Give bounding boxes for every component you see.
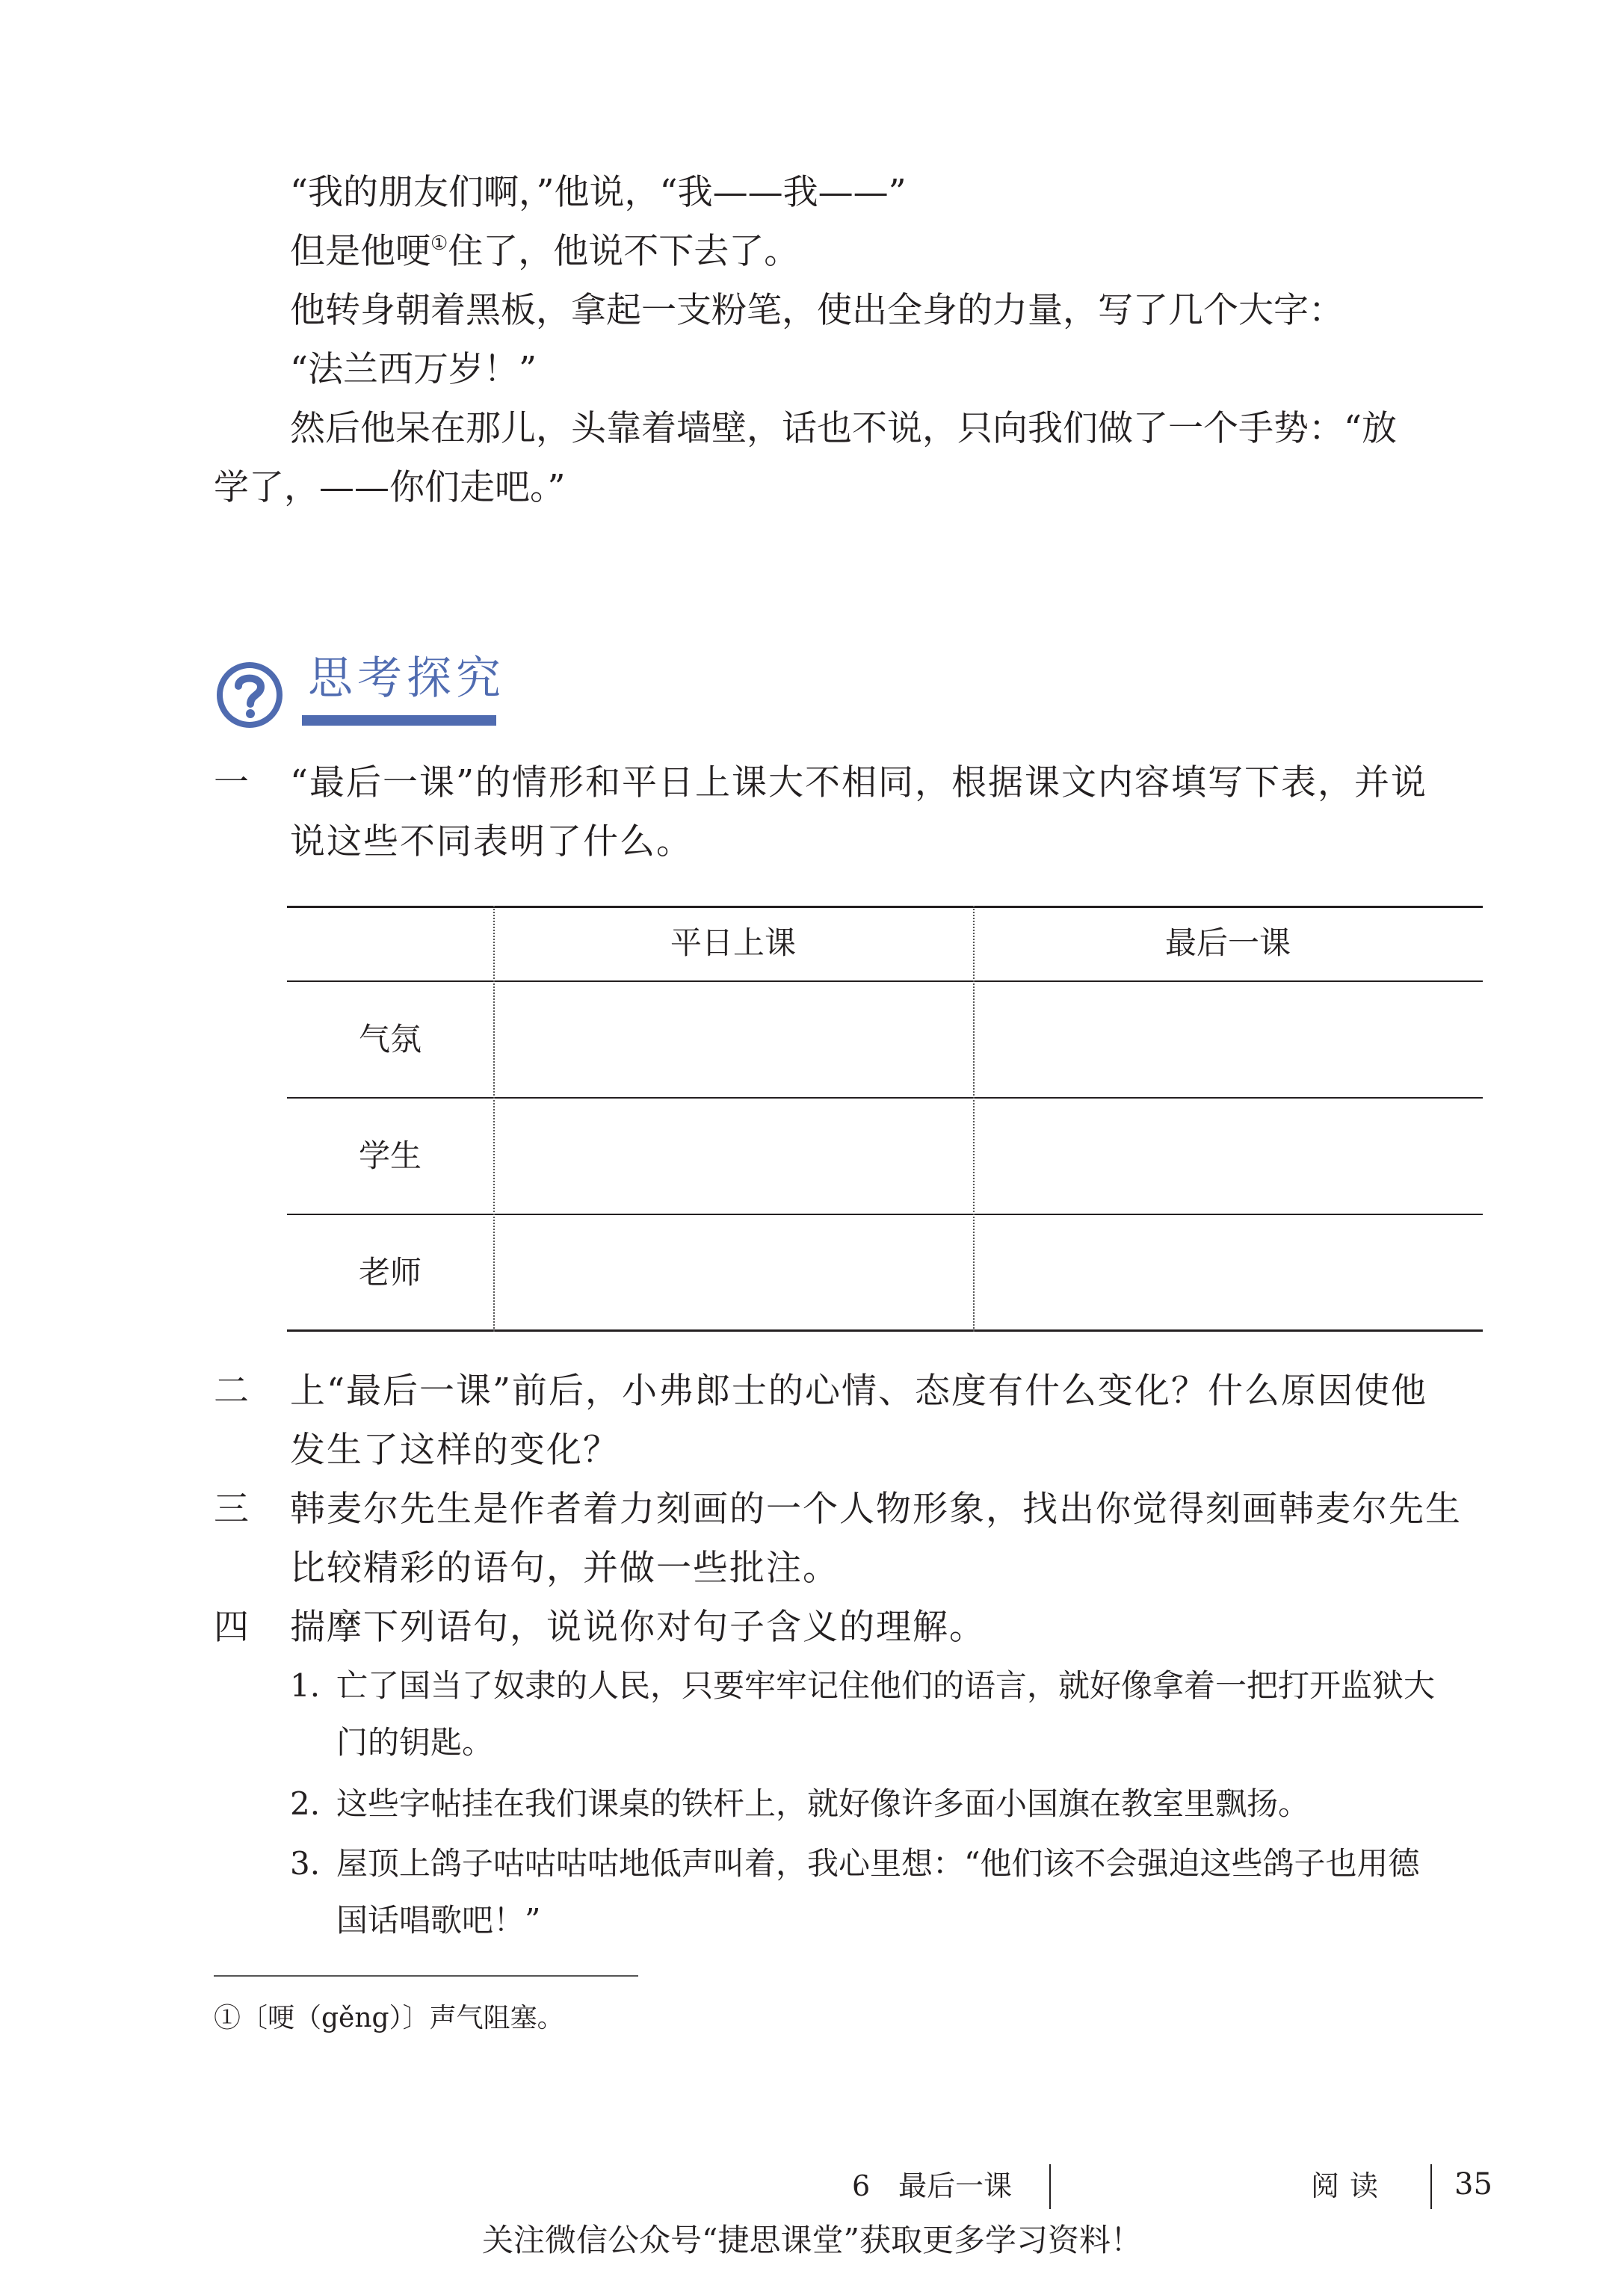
question-1-line-2: 说这些不同表明了什么。 [290, 821, 693, 862]
passage-line-3: 他转身朝着黑板，拿起一支粉笔，使出全身的力量，写了几个大字： [290, 290, 1344, 331]
passage-line-4: “法兰西万岁！” [290, 349, 537, 390]
sentence-3-number: 3. [290, 1845, 321, 1882]
passage-line-6: 学了，——你们走吧。” [214, 467, 566, 508]
comparison-table [287, 906, 1483, 1332]
sentence-3-line-2: 国话唱歌吧！” [336, 1902, 541, 1939]
sentence-1-line-1: 亡了国当了奴隶的人民，只要牢牢记住他们的语言，就好像拿着一把打开监狱大 [336, 1667, 1436, 1704]
footer-divider [1430, 2164, 1432, 2209]
sentence-1-line-2: 门的钥匙。 [336, 1724, 494, 1761]
question-icon [214, 659, 285, 731]
section-title: 思考探究 [308, 652, 505, 705]
table-header-regular-class: 平日上课 [670, 924, 796, 961]
footer-chapter: 6 最后一课 [852, 2169, 1013, 2202]
sentence-2-line-1: 这些字帖挂在我们课桌的铁杆上，就好像许多面小国旗在教室里飘扬。 [336, 1785, 1310, 1822]
question-3-number: 三 [214, 1489, 249, 1530]
passage-line-1: “我的朋友们啊，”他说，“我——我——” [290, 172, 907, 213]
question-4-line-1: 揣摩下列语句，说说你对句子含义的理解。 [290, 1607, 986, 1648]
promo-banner: 关注微信公众号“捷思课堂”获取更多学习资料！ [482, 2222, 1142, 2258]
footnote-marker: ① [430, 232, 448, 255]
passage-line-2-after: 住了，他说不下去了。 [448, 231, 800, 272]
footer-section: 阅读 [1311, 2169, 1389, 2202]
footnote: ①〔哽（gěng）〕声气阻塞。 [214, 2003, 564, 2033]
question-1-number: 一 [214, 762, 249, 803]
sentence-2-number: 2. [290, 1785, 321, 1822]
question-2-line-2: 发生了这样的变化？ [290, 1430, 620, 1471]
passage-line-2-before: 但是他哽 [290, 231, 430, 272]
question-4-number: 四 [214, 1607, 249, 1648]
table-row-atmosphere: 气氛 [358, 1021, 422, 1057]
question-2-number: 二 [214, 1371, 249, 1412]
section-title-underline [302, 715, 496, 726]
table-row-teacher: 老师 [358, 1254, 422, 1291]
table-bottom-rule [287, 1329, 1483, 1332]
passage-line-5: 然后他呆在那儿，头靠着墙壁，话也不说，只向我们做了一个手势：“放 [290, 408, 1398, 449]
page-number: 35 [1454, 2167, 1492, 2202]
footer-divider [1049, 2164, 1051, 2209]
question-1-line-1: “最后一课”的情形和平日上课大不相同，根据课文内容填写下表，并说 [290, 762, 1428, 803]
passage-line-2 [290, 229, 799, 274]
sentence-3-line-1: 屋顶上鸽子咕咕咕咕地低声叫着，我心里想：“他们该不会强迫这些鸽子也用德 [336, 1845, 1420, 1882]
question-3-line-1: 韩麦尔先生是作者着力刻画的一个人物形象，找出你觉得刻画韩麦尔先生 [290, 1489, 1462, 1530]
table-header-last-lesson: 最后一课 [1164, 924, 1291, 961]
footnote-rule [214, 1975, 638, 1977]
question-2-line-1: 上“最后一课”前后，小弗郎士的心情、态度有什么变化？什么原因使他 [290, 1371, 1428, 1412]
table-row-students: 学生 [358, 1137, 422, 1174]
sentence-1-number: 1. [290, 1667, 321, 1704]
question-3-line-2: 比较精彩的语句，并做一些批注。 [290, 1548, 839, 1589]
